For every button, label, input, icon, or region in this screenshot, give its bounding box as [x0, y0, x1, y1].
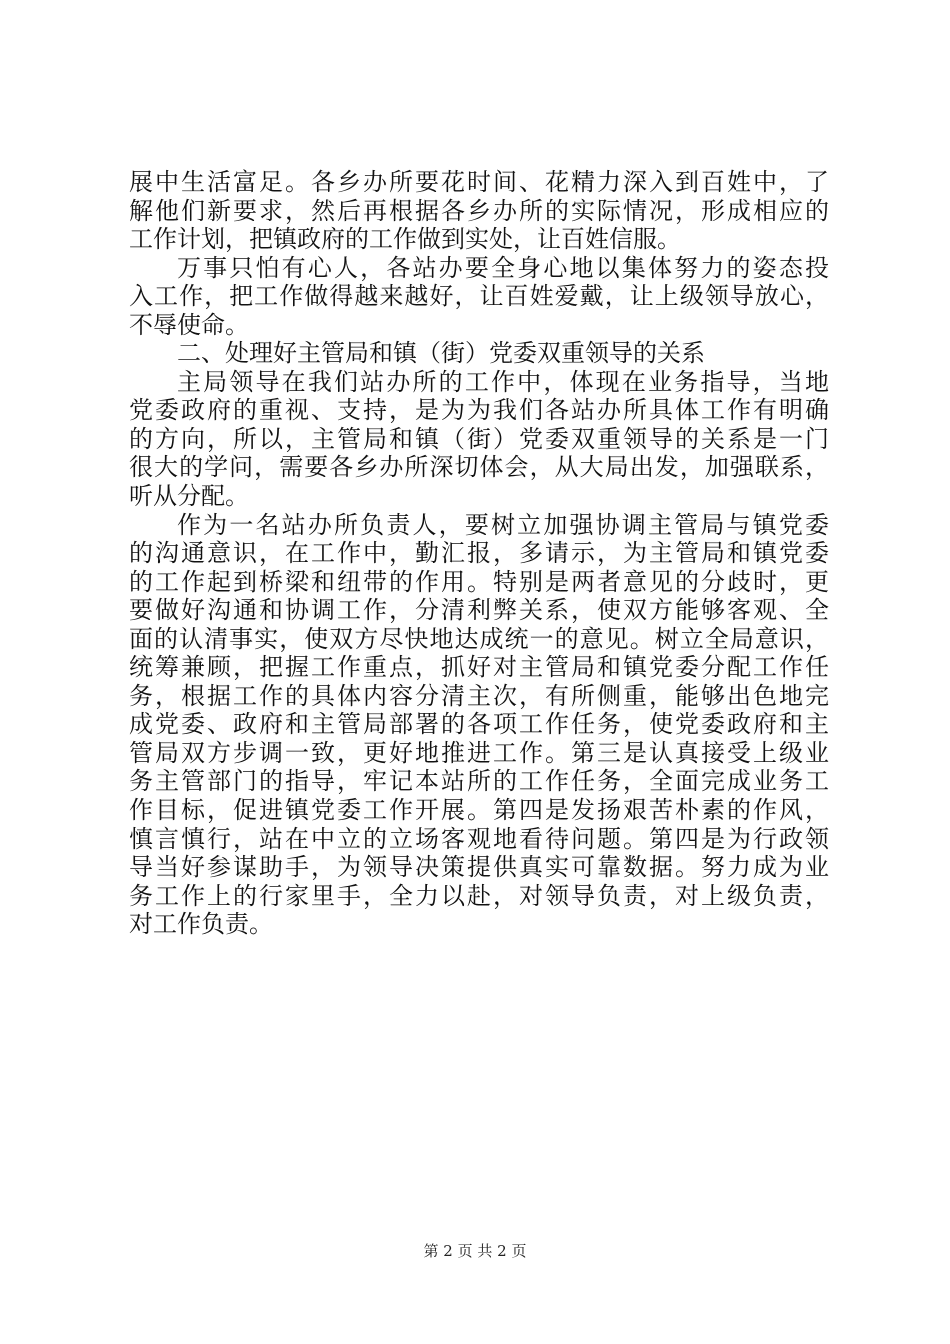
- text-line: 作为一名站办所负责人，要树立加强协调主管局与镇党委: [177, 510, 829, 539]
- paragraph: [129, 254, 829, 340]
- text-line: 党委政府的重视、支持，是为为我们各站办所具体工作有明确: [129, 396, 829, 425]
- paragraph: [129, 168, 829, 254]
- text-line: 二、处理好主管局和镇（街）党委双重领导的关系: [177, 339, 705, 368]
- text-line: 万事只怕有心人，各站办要全身心地以集体努力的姿态投: [177, 253, 829, 282]
- paragraph: [129, 511, 829, 939]
- text-line: 的沟通意识，在工作中，勤汇报，多请示，为主管局和镇党委: [129, 539, 829, 568]
- text-line: 不辱使命。: [129, 310, 249, 339]
- text-line: 入工作，把工作做得越来越好，让百姓爱戴，让上级领导放心，: [129, 282, 829, 311]
- text-line: 的方向，所以，主管局和镇（街）党委双重领导的关系是一门: [129, 424, 829, 453]
- text-line: 务，根据工作的具体内容分清主次，有所侧重，能够出色地完: [129, 681, 829, 710]
- text-line: 解他们新要求，然后再根据各乡办所的实际情况，形成相应的: [129, 196, 829, 225]
- text-line: 导当好参谋助手，为领导决策提供真实可靠数据。努力成为业: [129, 853, 829, 882]
- text-line: 作目标，促进镇党委工作开展。第四是发扬艰苦朴素的作风，: [129, 796, 829, 825]
- text-line: 要做好沟通和协调工作，分清利弊关系，使双方能够客观、全: [129, 596, 829, 625]
- text-line: 慎言慎行，站在中立的立场客观地看待问题。第四是为行政领: [129, 824, 829, 853]
- paragraph: [129, 368, 829, 511]
- text-line: 务工作上的行家里手，全力以赴，对领导负责，对上级负责，: [129, 881, 829, 910]
- page-footer: 第 2 页 共 2 页: [423, 1242, 527, 1260]
- text-line: 对工作负责。: [129, 910, 273, 939]
- text-line: 统筹兼顾，把握工作重点，抓好对主管局和镇党委分配工作任: [129, 653, 829, 682]
- text-line: 成党委、政府和主管局部署的各项工作任务，使党委政府和主: [129, 710, 829, 739]
- text-line: 展中生活富足。各乡办所要花时间、花精力深入到百姓中，了: [129, 168, 829, 196]
- document-body: [129, 168, 829, 939]
- text-line: 的工作起到桥梁和纽带的作用。特别是两者意见的分歧时，更: [129, 567, 829, 596]
- text-line: 管局双方步调一致，更好地推进工作。第三是认真接受上级业: [129, 738, 829, 767]
- text-line: 面的认清事实，使双方尽快地达成统一的意见。树立全局意识，: [129, 624, 829, 653]
- text-line: 听从分配。: [129, 482, 249, 511]
- text-line: 务主管部门的指导，牢记本站所的工作任务，全面完成业务工: [129, 767, 829, 796]
- text-line: 主局领导在我们站办所的工作中，体现在业务指导，当地: [177, 367, 829, 396]
- text-line: 工作计划，把镇政府的工作做到实处，让百姓信服。: [129, 225, 681, 254]
- text-line: 很大的学问，需要各乡办所深切体会，从大局出发，加强联系，: [129, 453, 829, 482]
- section-heading: [129, 339, 829, 368]
